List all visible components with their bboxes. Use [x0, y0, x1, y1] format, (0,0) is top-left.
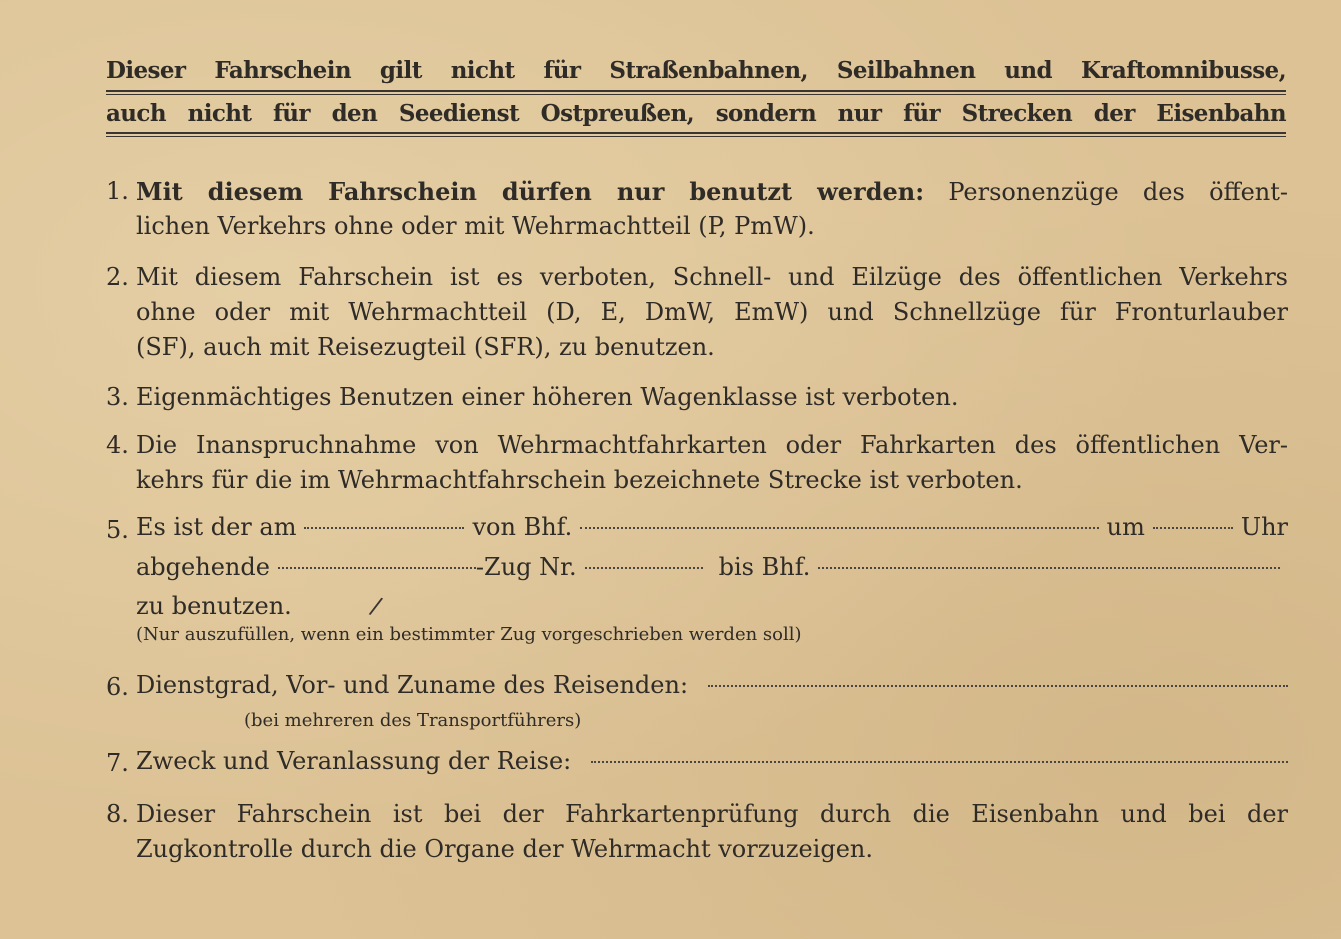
- item-5-row-1: [136, 510, 1288, 550]
- item-number: 5.: [106, 516, 129, 544]
- item-4-line-2: kehrs für die im Wehrmachtfahrschein bezeichnete Strecke ist verboten.: [136, 466, 1023, 494]
- item-6-note: (bei mehreren des Transportführers): [244, 710, 582, 731]
- item-2-line-2: ohne oder mit Wehrmachtteil (D, E, DmW, EmW) und Schnellzüge für Fronturlauber: [136, 298, 1288, 326]
- um-label: um: [1106, 513, 1145, 541]
- train-type-field[interactable]: [278, 567, 476, 569]
- date-field[interactable]: [304, 527, 464, 529]
- traveler-name-field[interactable]: [708, 685, 1288, 687]
- header-rule-2: [106, 132, 1286, 134]
- item-6-row-1: [136, 668, 1288, 708]
- item-2-line-1: Mit diesem Fahrschein ist es verboten, Schnell- und Eilzüge des öffentlichen Verkehrs: [136, 263, 1288, 291]
- zug-nr-label: -Zug Nr.: [475, 553, 577, 581]
- item-7-row-1: [136, 744, 1288, 784]
- item-2-line-3: (SF), auch mit Reisezugteil (SFR), zu benutzen.: [136, 333, 715, 361]
- header-line-2: auch nicht für den Seedienst Ostpreußen, sondern nur für Strecken der Eisenbahn: [106, 100, 1286, 127]
- bis-bhf-label: bis Bhf.: [718, 553, 811, 581]
- item-number: 2.: [106, 263, 129, 291]
- header-line-1: Dieser Fahrschein gilt nicht für Straßenbahnen, Seilbahnen und Kraftomnibusse,: [106, 57, 1286, 84]
- item-number: 7.: [106, 749, 129, 777]
- item-number: 8.: [106, 800, 129, 828]
- es-ist-label: Es ist der am: [136, 513, 297, 541]
- uhr-label: Uhr: [1240, 513, 1288, 541]
- item-number: 1.: [106, 177, 129, 205]
- abgehende-label: abgehende: [136, 553, 270, 581]
- departure-station-field[interactable]: [580, 527, 1098, 529]
- item-8-line-1: Dieser Fahrschein ist bei der Fahrkartenprüfung durch die Eisenbahn und bei der: [136, 800, 1288, 828]
- item-3-line-1: Eigenmächtiges Benutzen einer höheren Wagenklasse ist verboten.: [136, 383, 959, 411]
- destination-station-field[interactable]: [818, 567, 1280, 569]
- pen-mark: /: [367, 591, 385, 621]
- travel-purpose-label: Zweck und Veranlassung der Reise:: [136, 747, 572, 775]
- item-1-line-2: lichen Verkehrs ohne oder mit Wehrmachtteil (P, PmW).: [136, 212, 815, 240]
- item-5-note: (Nur auszufüllen, wenn ein bestimmter Zug vorgeschrieben werden soll): [136, 624, 802, 645]
- zu-benutzen-label: zu benutzen.: [136, 592, 292, 620]
- header-rule-1-thin: [106, 94, 1286, 95]
- header-rule-1: [106, 90, 1286, 92]
- item-8-line-2: Zugkontrolle durch die Organe der Wehrmacht vorzuzeigen.: [136, 835, 874, 863]
- item-1-line-1: [136, 174, 1288, 209]
- train-number-field[interactable]: [585, 567, 703, 569]
- item-4-line-1: Die Inanspruchnahme von Wehrmachtfahrkarten oder Fahrkarten des öffentlichen Ver-: [136, 431, 1288, 459]
- item-number: 3.: [106, 383, 129, 411]
- item-1-rest-text: Personenzüge des öffent-: [948, 178, 1288, 206]
- item-number: 6.: [106, 673, 129, 701]
- header-rule-2-thin: [106, 136, 1286, 137]
- traveler-name-label: Dienstgrad, Vor- und Zuname des Reisenden:: [136, 671, 689, 699]
- travel-purpose-field[interactable]: [591, 761, 1288, 763]
- item-number: 4.: [106, 431, 129, 459]
- item-5-row-3: [136, 590, 1288, 622]
- item-1-bold-text: Mit diesem Fahrschein dürfen nur benutzt werden:: [136, 177, 925, 206]
- time-field[interactable]: [1153, 527, 1233, 529]
- item-5-row-2: [136, 550, 1288, 590]
- von-bhf-label: von Bhf.: [472, 513, 573, 541]
